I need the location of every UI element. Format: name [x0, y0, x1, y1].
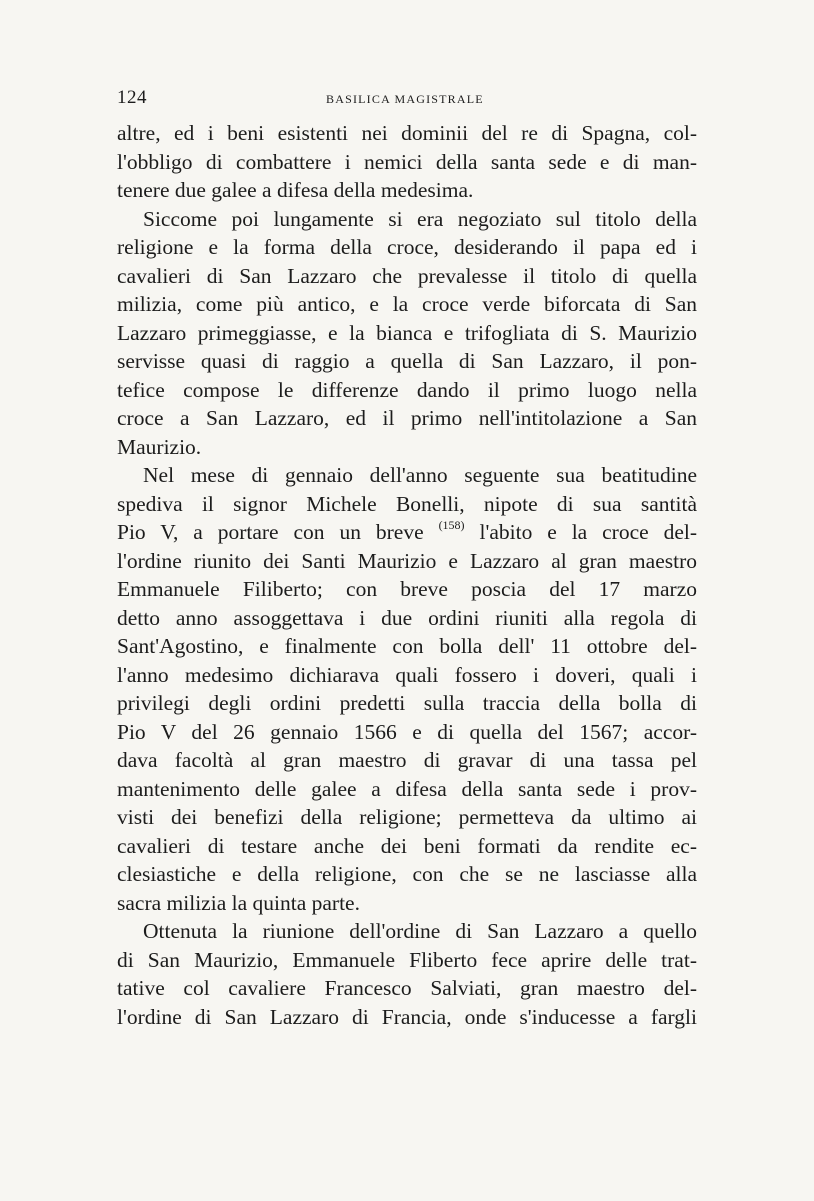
text-line — [117, 604, 697, 633]
text-line — [117, 176, 697, 205]
text-line — [117, 860, 697, 889]
text-line-content: Maurizio. — [117, 434, 202, 459]
text-line-content: Nel mese di gennaio dell'anno seguente sua beatitudine — [143, 463, 697, 487]
text-line — [117, 632, 697, 661]
text-line-content: milizia, come più antico, e la croce verde biforcata di San — [117, 292, 697, 316]
text-line — [117, 689, 697, 718]
text-line — [117, 376, 697, 405]
text-line-content: Siccome poi lungamente si era negoziato sul titolo della — [143, 206, 697, 231]
text-line — [117, 347, 697, 376]
text-line-content: clesiastiche e della religione, con che se ne lasciasse alla — [117, 862, 697, 886]
text-line-content: croce a San Lazzaro, ed il primo nell'intitolazione a San — [117, 406, 697, 430]
text-line — [117, 319, 697, 348]
text-line-content: detto anno assoggettava i due ordini riuniti alla regola di — [117, 605, 697, 630]
text-line — [117, 575, 697, 604]
text-line-content: servisse quasi di raggio a quella di San Lazzaro, il pon- — [117, 349, 697, 373]
text-line-content: l'anno medesimo dichiarava quali fossero i doveri, quali i — [117, 662, 697, 687]
text-line — [117, 205, 697, 234]
footnote-reference: (158) — [438, 518, 465, 532]
page-number: 124 — [117, 87, 147, 108]
text-line-content: tenere due galee a difesa della medesima. — [117, 178, 474, 202]
text-line — [117, 262, 697, 291]
text-line — [117, 889, 697, 918]
text-line — [117, 233, 697, 262]
text-line — [117, 974, 697, 1003]
text-line-content: cavalieri di testare anche dei beni formati da rendite ec- — [117, 833, 697, 858]
text-line-content: l'ordine di San Lazzaro di Francia, onde s'inducesse a fargli — [117, 1004, 697, 1029]
text-line-content: di San Maurizio, Emmanuele Fliberto fece aprire delle trat- — [117, 947, 697, 972]
body-text — [117, 119, 697, 1031]
text-line — [117, 119, 697, 148]
text-line — [117, 775, 697, 804]
text-line — [117, 1003, 697, 1032]
text-line — [117, 718, 697, 747]
text-line-content: visti dei benefizi della religione; permetteva da ultimo ai — [117, 805, 697, 829]
text-line-content: spediva il signor Michele Bonelli, nipote di sua santità — [117, 491, 697, 516]
text-line-content: mantenimento delle galee a difesa della santa sede i prov- — [117, 776, 697, 801]
text-line-content: religione e la forma della croce, desiderando il papa ed i — [117, 235, 697, 259]
text-line-content: Lazzaro primeggiasse, e la bianca e trifogliata di S. Maurizio — [117, 320, 697, 345]
text-line — [117, 290, 697, 319]
text-line-content: tative col cavaliere Francesco Salviati, gran maestro del- — [117, 976, 697, 1000]
text-line — [117, 832, 697, 861]
text-line-content: dava facoltà al gran maestro di gravar di una tassa pel — [117, 748, 697, 772]
text-line-content: Emmanuele Filiberto; con breve poscia del 17 marzo — [117, 577, 697, 601]
text-line-content: Pio V del 26 gennaio 1566 e di quella del 1567; accor- — [117, 719, 697, 744]
text-line-content: tefice compose le differenze dando il primo luogo nella — [117, 377, 697, 402]
text-line — [117, 461, 697, 490]
text-line — [117, 661, 697, 690]
text-line-content: Ottenuta la riunione dell'ordine di San Lazzaro a quello — [143, 919, 697, 943]
text-line-content: Sant'Agostino, e finalmente con bolla dell' 11 ottobre del- — [117, 634, 697, 658]
text-line-content: Pio V, a portare con un breve — [117, 520, 424, 544]
text-line — [117, 518, 697, 547]
text-line — [117, 803, 697, 832]
text-line-content: cavalieri di San Lazzaro che prevalesse il titolo di quella — [117, 263, 697, 288]
text-line — [117, 433, 697, 462]
running-head: BASILICA MAGISTRALE — [326, 92, 484, 106]
text-line — [117, 917, 697, 946]
text-line — [117, 946, 697, 975]
text-line-content: l'obbligo di combattere i nemici della santa sede e di man- — [117, 149, 697, 174]
text-line-content: l'ordine riunito dei Santi Maurizio e Lazzaro al gran maestro — [117, 548, 697, 573]
text-line — [117, 547, 697, 576]
text-line — [117, 490, 697, 519]
text-line-content: altre, ed i beni esistenti nei dominii del re di Spagna, col- — [117, 121, 697, 145]
page-header — [117, 86, 697, 110]
text-line — [117, 404, 697, 433]
text-line-content: privilegi degli ordini predetti sulla traccia della bolla di — [117, 691, 697, 715]
text-line — [117, 148, 697, 177]
text-line-continuation: l'abito e la croce del- — [464, 520, 697, 544]
text-line-content: sacra milizia la quinta parte. — [117, 890, 360, 915]
text-line — [117, 746, 697, 775]
